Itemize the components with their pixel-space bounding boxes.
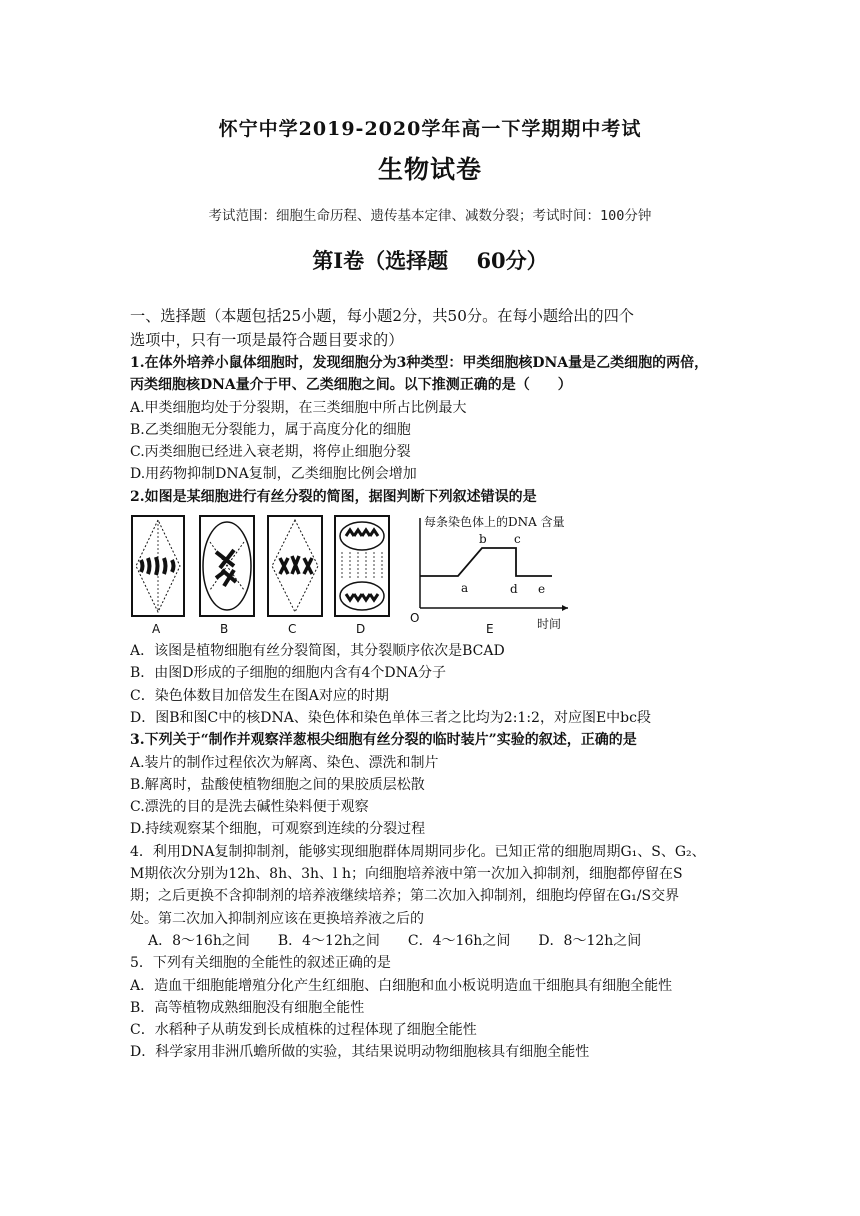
graph-point-c: c [514,532,521,547]
cell-label-a: A [152,622,161,637]
q3-option-d: D.持续观察某个细胞，可观察到连续的分裂过程 [130,821,426,838]
cell-d [335,516,389,616]
question-body [130,304,730,1064]
q2-figure [130,512,730,636]
q4-stem-line2: M期依次分别为12h、8h、3h、l h；向细胞培养液中第一次加入抑制剂，细胞都停留在S [130,866,683,883]
q4-options: A．8～16h之间 B．4～12h之间 C．4～16h之间 D．8～12h之间 [148,932,642,949]
section-intro-line1: 一、选择题（本题包括25小题，每小题2分，共50分。在每小题给出的四个 [130,307,634,325]
section-title: 第Ⅰ卷（选择题 60分） [312,248,548,273]
graph-point-a: a [461,581,469,596]
q1-stem-line1: 1.在体外培养小鼠体细胞时，发现细胞分为3种类型：甲类细胞核DNA量是乙类细胞的两倍， [130,355,709,371]
cell-label-b: B [220,622,229,637]
q3-option-a: A.装片的制作过程依次为解离、染色、漂洗和制片 [130,754,439,771]
graph-name: E [486,622,494,637]
graph-point-e: e [538,582,546,597]
dna-content-graph [410,514,568,636]
q2-option-a: A．该图是植物细胞有丝分裂简图，其分裂顺序依次是BCAD [130,643,505,660]
q1-option-c: C.丙类细胞已经进入衰老期，将停止细胞分裂 [130,444,411,461]
mitosis-diagram [130,512,730,636]
q1-option-b: B.乙类细胞无分裂能力，属于高度分化的细胞 [130,421,411,438]
q5-option-c: C．水稻种子从萌发到长成植株的过程体现了细胞全能性 [130,1022,477,1039]
cell-c [268,516,322,616]
exam-title: 怀宁中学2019-2020学年高一下学期期中考试 [218,118,642,140]
cell-label-d: D [356,622,366,637]
q4-stem-line3: 期；之后更换不含抑制剂的培养液继续培养；第二次加入抑制剂，细胞均停留在G₁/S交界 [130,888,680,905]
graph-title: 每条染色体上的DNA 含量 [424,515,565,530]
cell-label-c: C [288,622,297,637]
graph-point-d: d [510,582,518,597]
q4-stem-line4: 处。第二次加入抑制剂应该在更换培养液之后的 [130,910,424,927]
q3-option-b: B.解离时，盐酸使植物细胞之间的果胶质层松散 [130,776,425,793]
q5-stem: 5．下列有关细胞的全能性的叙述正确的是 [130,955,391,972]
exam-subject: 生物试卷 [377,155,482,184]
q4-stem-line1: 4．利用DNA复制抑制剂，能够实现细胞群体周期同步化。已知正常的细胞周期G₁、S、G₂、 [130,843,706,860]
graph-point-b: b [479,532,487,547]
q5-option-d: D．科学家用非洲爪蟾所做的实验，其结果说明动物细胞核具有细胞全能性 [130,1044,590,1061]
graph-xlabel: 时间 [537,617,562,632]
q2-option-c: C．染色体数目加倍发生在图A对应的时期 [130,687,389,704]
q2-option-b: B．由图D形成的子细胞的细胞内含有4个DNA分子 [130,665,447,682]
q5-option-b: B．高等植物成熟细胞没有细胞全能性 [130,999,365,1016]
q2-stem: 2.如图是某细胞进行有丝分裂的简图，据图判断下列叙述错误的是 [130,488,537,505]
q1-stem-line2: 丙类细胞核DNA量介于甲、乙类细胞之间。以下推测正确的是（ ） [130,377,572,394]
q3-stem: 3.下列关于“制作并观察洋葱根尖细胞有丝分裂的临时装片”实验的叙述，正确的是 [130,732,637,749]
q2-option-d: D．图B和图C中的核DNA、染色体和染色单体三者之比均为2:1:2，对应图E中bc段 [130,709,651,726]
graph-origin: O [410,611,420,626]
q1-option-d: D.用药物抑制DNA复制，乙类细胞比例会增加 [130,466,417,483]
cell-a [132,516,184,616]
q5-option-a: A．造血干细胞能增殖分化产生红细胞、白细胞和血小板说明造血干细胞具有细胞全能性 [130,977,673,994]
q3-option-c: C.漂洗的目的是洗去碱性染料便于观察 [130,799,369,816]
exam-scope: 考试范围：细胞生命历程、遗传基本定律、减数分裂；考试时间：100分钟 [208,208,652,224]
cell-b [200,516,254,616]
section-intro-line2: 选项中，只有一项是最符合题目要求的） [130,331,404,349]
q1-option-a: A.甲类细胞均处于分裂期，在三类细胞中所占比例最大 [130,399,467,416]
